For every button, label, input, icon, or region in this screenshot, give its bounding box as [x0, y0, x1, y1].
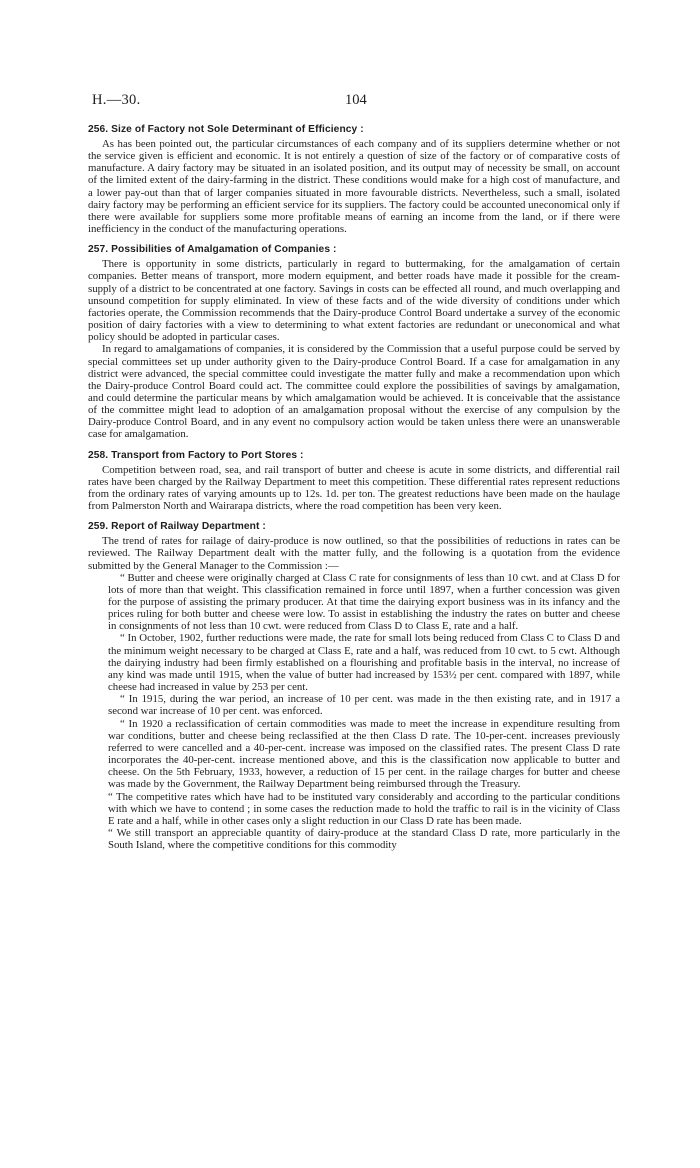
section-heading: 257. Possibilities of Amalgamation of Companies : [88, 244, 337, 256]
paragraph: In regard to amalgamations of companies, it is considered by the Commission that a useful purpose could be served by special committees set up under authority given to the Dairy-produce Control Board. If a case for amalgamation in any district were advanced, the special committee could investigate the matter fully and make a recommendation upon which the Dairy-produce Control Board could act. The committee could explore the possibilities of savings by amalgamation, and could determine the particular means by which amalgamation would be achieved. It is conceivable that the assistance of the committee might lead to adoption of an amalgamation proposal without the exercise of any compulsion by the Dairy-produce Control Board, and in any event no compulsory action would be taken unless there were an unanswerable case for amalgamation. [88, 343, 620, 441]
quote-paragraph: “ The competitive rates which have had to be instituted vary considerably and according to the particular conditions with which we have to contend ; in some cases the reduction made to hold the traffic to rail is in the vicinity of Class E rate and a half, while in other cases only a slight reduction in our Class D rate has been made. [108, 790, 620, 827]
paragraph: As has been pointed out, the particular circumstances of each company and of its suppliers determine whether or not the service given is efficient and economic. It is not entirely a question of size of the factory or of comparative costs of manufacture. A dairy factory may be situated in an isolated position, and its output may of necessity be small, on account of the limited extent of the dairy-farming in the district. These conditions would make for a high cost of manufacture, and a lower pay-out than that of larger companies situated in more favourable districts. Nevertheless, such a small, isolated dairy factory may be performing an efficient service for its suppliers. The factory could be accounted uneconomical only if there were available for suppliers some more profitable means of earning an income from the land, or if there were inefficiency in the conduct of the manufacturing operations. [88, 138, 620, 236]
paragraph: Competition between road, sea, and rail transport of butter and cheese is acute in some districts, and differential rail rates have been charged by the Railway Department to meet this competition. These differential rates represent reductions from the ordinary rates of varying amounts up to 12s. 1d. per ton. The greatest reductions have been made on the haulage from Palmerston North and Wairarapa districts, where the road competition has been very keen. [88, 463, 620, 513]
quote-paragraph: “ We still transport an appreciable quantity of dairy-produce at the standard Class D rate, more particularly in the South Island, where the competitive conditions for this commodity [108, 826, 620, 852]
paragraph: The trend of rates for railage of dairy-produce is now outlined, so that the possibilities of reductions in rates can be reviewed. The Railway Department dealt with the matter fully, and the following is a quotation from the evidence submitted by the General Manager to the Commission :— [88, 535, 620, 572]
paragraph: There is opportunity in some districts, particularly in regard to buttermaking, for the amalgamation of certain companies. Better means of transport, more modern equipment, and better roads have made it possible for the cream-supply of a district to be concentrated at one factory. Savings in costs can be effected all round, and much overlapping and unsound competition for supply eliminated. In view of these facts and of the wide diversity of conditions under which factories operate, the Commission recommends that the Dairy-produce Control Board undertake a survey of the economic position of dairy factories with a view to determining to what extent factories are redundant or uneconomical and what policy should be adopted in particular cases. [88, 258, 620, 344]
page-number: 104 [345, 92, 367, 108]
section-258 [88, 450, 620, 513]
page-header [92, 92, 620, 112]
document-reference: H.—30. [92, 92, 141, 108]
quote-paragraph: “ Butter and cheese were originally charged at Class C rate for consignments of less than 10 cwt. and at Class D for lots of more than that weight. This classification remained in force until 1897, when a further concession was given for the purpose of assisting the primary producer. At that time the dairying export business was in its infancy and the prices ruling for both butter and cheese were low. To assist in establishing the industry the rates on butter and cheese in consignments of not less than 10 cwt. were reduced from Class D to Class E, rate and a half. [108, 571, 620, 633]
section-heading: 256. Size of Factory not Sole Determinant of Efficiency : [88, 124, 364, 135]
quotation-block [88, 572, 620, 852]
section-259 [88, 521, 620, 851]
document-body [88, 124, 620, 860]
quote-paragraph: “ In October, 1902, further reductions were made, the rate for small lots being reduced from Class C to Class D and the minimum weight necessary to be charged at Class E, rate and a half, was reduced from 10 cwt. to 5 cwt. Although the dairying industry had been firmly established on a flourishing and profitable basis in the interval, no increase of any kind was made until 1915, when the value of butter had increased by 153½ per cent. compared with 1897, while cheese had increased in value by 253 per cent. [108, 632, 620, 694]
quote-paragraph: “ In 1915, during the war period, an increase of 10 per cent. was made in the then existing rate, and in 1917 a second war increase of 10 per cent. was enforced. [108, 693, 620, 718]
section-256 [88, 124, 620, 235]
section-heading: 258. Transport from Factory to Port Stores : [88, 449, 304, 461]
section-257 [88, 244, 620, 440]
section-heading: 259. Report of Railway Department : [88, 521, 266, 533]
quote-paragraph: “ In 1920 a reclassification of certain commodities was made to meet the increase in expenditure resulting from war conditions, butter and cheese being reclassified at the then Class D rate. The 10-per-cent. increases previously referred to were cancelled and a 40-per-cent. increase was imposed on the classified rates. The present Class D rate incorporates the 40-per-cent. increase mentioned above, and this is the classification now applicable to butter and cheese. On the 5th February, 1933, however, a reduction of 15 per cent. in the railage charges for butter and cheese was made by the Government, the Railway Department being reimbursed through the Treasury. [108, 717, 620, 791]
